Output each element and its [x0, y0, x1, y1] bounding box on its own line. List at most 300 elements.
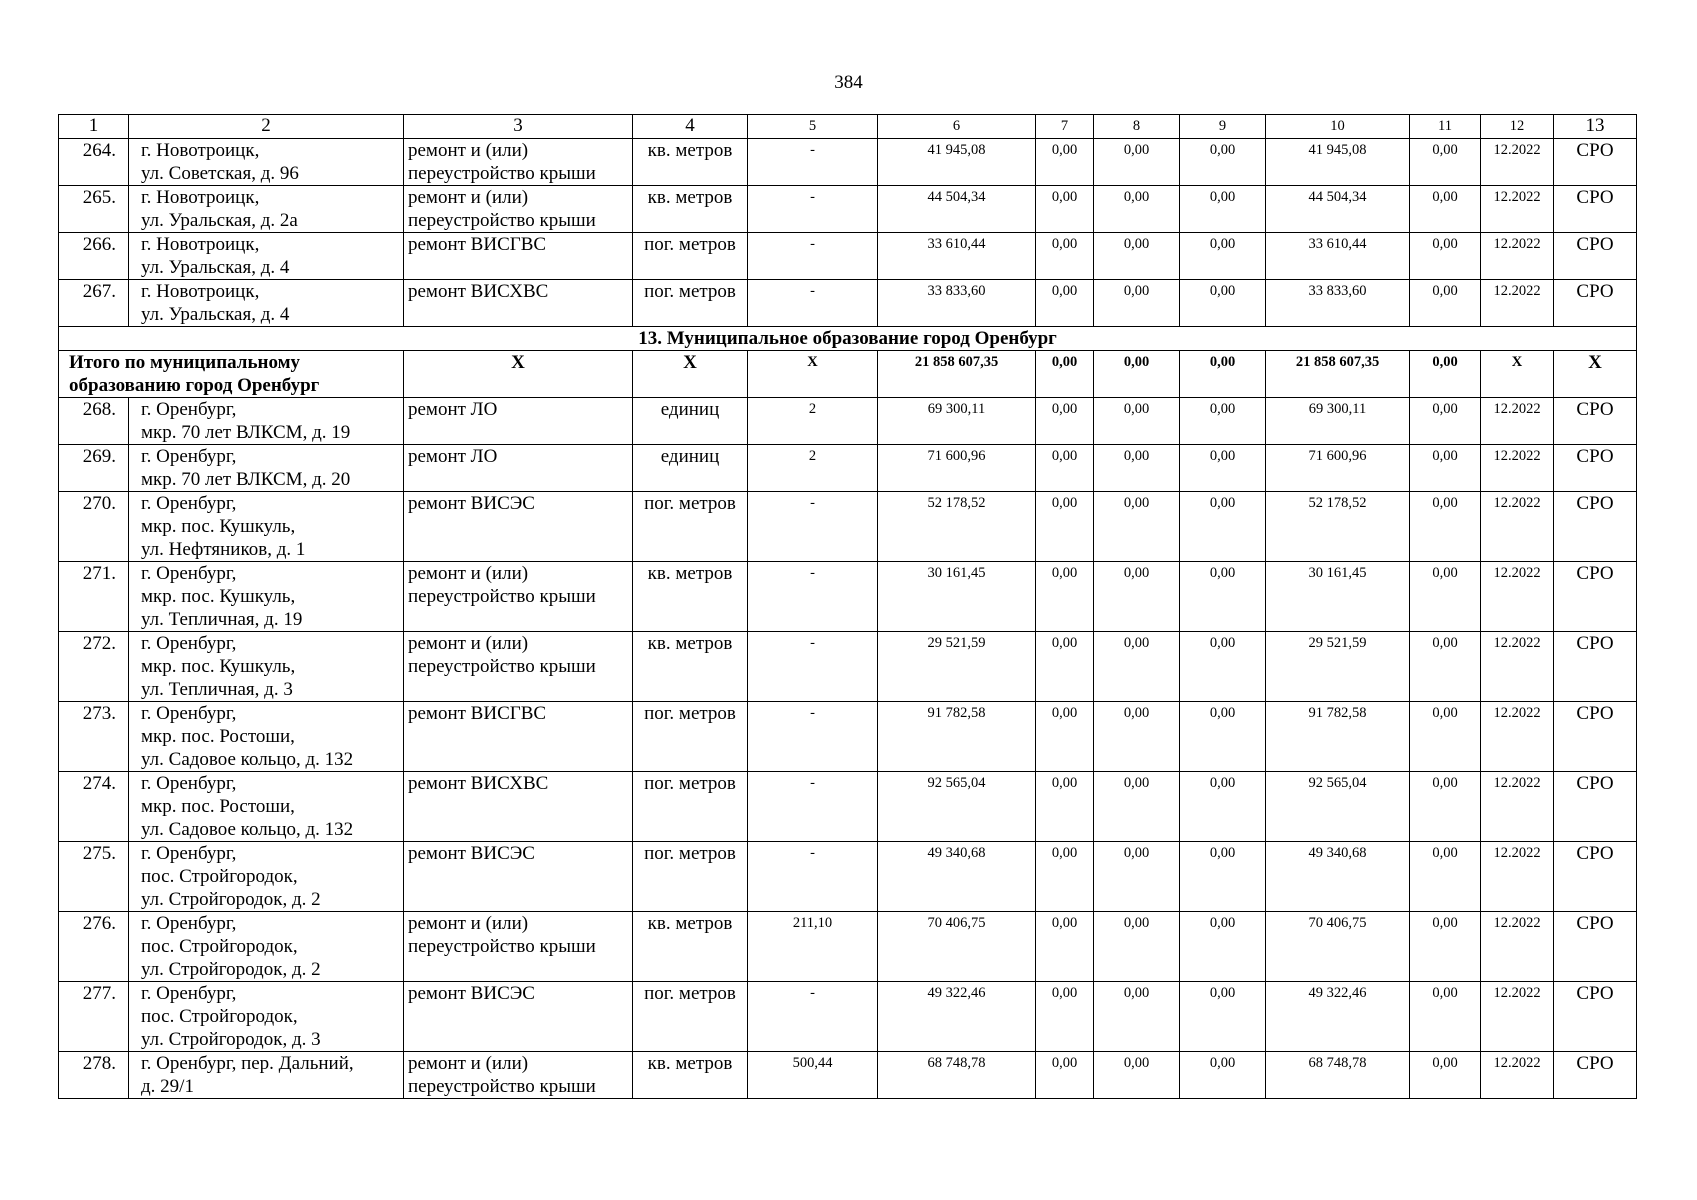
method-cell: СРО: [1554, 842, 1637, 912]
method-cell: СРО: [1554, 445, 1637, 492]
address-line: пос. Стройгородок,: [141, 936, 298, 957]
value-cell-c7: 0,00: [1036, 186, 1094, 233]
value-cell-c11: 0,00: [1410, 186, 1481, 233]
value-cell-c8: 0,00: [1094, 445, 1180, 492]
work-type-cell: [404, 842, 633, 912]
quantity-cell: 2: [748, 398, 878, 445]
address-cell: [129, 398, 404, 445]
work-type-line: ремонт и (или): [408, 140, 529, 161]
value-cell-c11: 0,00: [1410, 912, 1481, 982]
column-number-6: 6: [878, 115, 1036, 139]
value-cell-c12: 12.2022: [1481, 632, 1554, 702]
value-cell-c8: 0,00: [1094, 139, 1180, 186]
work-type-line: ремонт ВИСХВС: [408, 281, 549, 302]
column-number-10: 10: [1266, 115, 1410, 139]
total-cost-cell: 52 178,52: [878, 492, 1036, 562]
total-cost-cell: 41 945,08: [878, 139, 1036, 186]
address-line: пос. Стройгородок,: [141, 866, 298, 887]
address-line: г. Оренбург,: [141, 703, 237, 724]
column-number-1: 1: [59, 115, 129, 139]
value-cell-c12: 12.2022: [1481, 398, 1554, 445]
method-cell: СРО: [1554, 772, 1637, 842]
section-title: 13. Муниципальное образование город Оренбург: [59, 327, 1637, 351]
total-row: [59, 351, 1637, 398]
unit-cell: кв. метров: [633, 632, 748, 702]
table-row: [59, 186, 1637, 233]
column-number-11: 11: [1410, 115, 1481, 139]
total-cost-cell: 33 610,44: [878, 233, 1036, 280]
total-c13: X: [1554, 351, 1637, 398]
table-row: [59, 1052, 1637, 1099]
value-cell-c7: 0,00: [1036, 139, 1094, 186]
row-number: 267.: [59, 280, 129, 327]
address-line: г. Оренбург, пер. Дальний,: [141, 1053, 354, 1074]
table-row: [59, 842, 1637, 912]
address-cell: [129, 186, 404, 233]
value-cell-c11: 0,00: [1410, 445, 1481, 492]
address-line: г. Оренбург,: [141, 843, 237, 864]
address-line: д. 29/1: [141, 1076, 194, 1097]
row-number: 272.: [59, 632, 129, 702]
address-line: ул. Садовое кольцо, д. 132: [141, 749, 354, 770]
value-cell-c10: 71 600,96: [1266, 445, 1410, 492]
row-number: 271.: [59, 562, 129, 632]
value-cell-c9: 0,00: [1180, 445, 1266, 492]
quantity-cell: -: [748, 842, 878, 912]
address-line: ул. Нефтяников, д. 1: [141, 539, 306, 560]
value-cell-c11: 0,00: [1410, 139, 1481, 186]
unit-cell: пог. метров: [633, 842, 748, 912]
row-number: 275.: [59, 842, 129, 912]
value-cell-c9: 0,00: [1180, 186, 1266, 233]
total-c5: X: [748, 351, 878, 398]
value-cell-c11: 0,00: [1410, 562, 1481, 632]
work-type-line: ремонт ВИСЭС: [408, 983, 535, 1004]
address-cell: [129, 912, 404, 982]
method-cell: СРО: [1554, 562, 1637, 632]
quantity-cell: -: [748, 772, 878, 842]
value-cell-c8: 0,00: [1094, 702, 1180, 772]
total-cost-cell: 69 300,11: [878, 398, 1036, 445]
work-type-line: ремонт и (или): [408, 187, 529, 208]
value-cell-c9: 0,00: [1180, 139, 1266, 186]
unit-cell: пог. метров: [633, 702, 748, 772]
work-type-line: ремонт ВИСЭС: [408, 493, 535, 514]
unit-cell: пог. метров: [633, 280, 748, 327]
row-number: 265.: [59, 186, 129, 233]
unit-cell: пог. метров: [633, 772, 748, 842]
method-cell: СРО: [1554, 982, 1637, 1052]
work-type-line: переустройство крыши: [408, 586, 596, 607]
quantity-cell: -: [748, 632, 878, 702]
quantity-cell: -: [748, 562, 878, 632]
work-type-line: ремонт и (или): [408, 1053, 529, 1074]
work-type-line: ремонт ВИСГВС: [408, 703, 547, 724]
row-number: 266.: [59, 233, 129, 280]
address-line: г. Оренбург,: [141, 633, 237, 654]
address-line: ул. Уральская, д. 2а: [141, 210, 298, 231]
value-cell-c8: 0,00: [1094, 912, 1180, 982]
column-number-3: 3: [404, 115, 633, 139]
unit-cell: кв. метров: [633, 1052, 748, 1099]
work-type-cell: [404, 912, 633, 982]
unit-cell: кв. метров: [633, 186, 748, 233]
value-cell-c7: 0,00: [1036, 772, 1094, 842]
value-cell-c7: 0,00: [1036, 445, 1094, 492]
total-cost-cell: 71 600,96: [878, 445, 1036, 492]
address-cell: [129, 842, 404, 912]
address-cell: [129, 1052, 404, 1099]
address-cell: [129, 562, 404, 632]
table-row: [59, 562, 1637, 632]
row-number: 277.: [59, 982, 129, 1052]
table-row: [59, 772, 1637, 842]
value-cell-c12: 12.2022: [1481, 233, 1554, 280]
value-cell-c9: 0,00: [1180, 280, 1266, 327]
total-c10: 21 858 607,35: [1266, 351, 1410, 398]
value-cell-c11: 0,00: [1410, 632, 1481, 702]
value-cell-c10: 49 340,68: [1266, 842, 1410, 912]
address-line: г. Оренбург,: [141, 446, 237, 467]
work-type-cell: [404, 632, 633, 702]
column-number-13: 13: [1554, 115, 1637, 139]
value-cell-c10: 44 504,34: [1266, 186, 1410, 233]
work-type-cell: [404, 772, 633, 842]
value-cell-c12: 12.2022: [1481, 492, 1554, 562]
unit-cell: единиц: [633, 398, 748, 445]
value-cell-c9: 0,00: [1180, 772, 1266, 842]
value-cell-c12: 12.2022: [1481, 702, 1554, 772]
value-cell-c12: 12.2022: [1481, 280, 1554, 327]
address-cell: [129, 139, 404, 186]
address-line: г. Оренбург,: [141, 913, 237, 934]
total-cost-cell: 49 322,46: [878, 982, 1036, 1052]
work-type-cell: [404, 982, 633, 1052]
address-cell: [129, 772, 404, 842]
value-cell-c8: 0,00: [1094, 982, 1180, 1052]
quantity-cell: 211,10: [748, 912, 878, 982]
address-line: мкр. пос. Кушкуль,: [141, 516, 296, 537]
method-cell: СРО: [1554, 912, 1637, 982]
total-c6: 21 858 607,35: [878, 351, 1036, 398]
address-cell: [129, 280, 404, 327]
work-type-cell: [404, 1052, 633, 1099]
work-type-line: переустройство крыши: [408, 936, 596, 957]
method-cell: СРО: [1554, 139, 1637, 186]
value-cell-c10: 33 833,60: [1266, 280, 1410, 327]
total-c11: 0,00: [1410, 351, 1481, 398]
page-number: 384: [834, 72, 863, 93]
value-cell-c7: 0,00: [1036, 280, 1094, 327]
method-cell: СРО: [1554, 492, 1637, 562]
row-number: 268.: [59, 398, 129, 445]
column-number-8: 8: [1094, 115, 1180, 139]
work-type-cell: [404, 445, 633, 492]
value-cell-c7: 0,00: [1036, 912, 1094, 982]
row-number: 278.: [59, 1052, 129, 1099]
value-cell-c9: 0,00: [1180, 632, 1266, 702]
work-type-line: переустройство крыши: [408, 163, 596, 184]
address-line: г. Новотроицк,: [141, 281, 260, 302]
unit-cell: пог. метров: [633, 492, 748, 562]
value-cell-c7: 0,00: [1036, 632, 1094, 702]
method-cell: СРО: [1554, 280, 1637, 327]
address-line: г. Новотроицк,: [141, 187, 260, 208]
address-line: мкр. пос. Ростоши,: [141, 796, 295, 817]
work-type-line: ремонт ВИСГВС: [408, 234, 547, 255]
total-cost-cell: 30 161,45: [878, 562, 1036, 632]
column-number-5: 5: [748, 115, 878, 139]
value-cell-c10: 52 178,52: [1266, 492, 1410, 562]
value-cell-c10: 41 945,08: [1266, 139, 1410, 186]
section-row: [59, 327, 1637, 351]
total-c3: X: [404, 351, 633, 398]
address-line: мкр. пос. Кушкуль,: [141, 656, 296, 677]
table-row: [59, 280, 1637, 327]
method-cell: СРО: [1554, 398, 1637, 445]
address-line: г. Оренбург,: [141, 983, 237, 1004]
table-row: [59, 445, 1637, 492]
table-row: [59, 492, 1637, 562]
unit-cell: пог. метров: [633, 233, 748, 280]
value-cell-c9: 0,00: [1180, 842, 1266, 912]
value-cell-c10: 92 565,04: [1266, 772, 1410, 842]
address-line: ул. Стройгородок, д. 3: [141, 1029, 321, 1050]
total-cost-cell: 70 406,75: [878, 912, 1036, 982]
row-number: 264.: [59, 139, 129, 186]
address-line: г. Оренбург,: [141, 493, 237, 514]
value-cell-c8: 0,00: [1094, 632, 1180, 702]
table-row: [59, 233, 1637, 280]
total-c9: 0,00: [1180, 351, 1266, 398]
column-number-row: [59, 115, 1637, 139]
quantity-cell: 2: [748, 445, 878, 492]
address-line: ул. Советская, д. 96: [141, 163, 299, 184]
value-cell-c8: 0,00: [1094, 280, 1180, 327]
value-cell-c8: 0,00: [1094, 842, 1180, 912]
address-line: ул. Стройгородок, д. 2: [141, 959, 321, 980]
address-line: ул. Садовое кольцо, д. 132: [141, 819, 354, 840]
address-cell: [129, 702, 404, 772]
unit-cell: кв. метров: [633, 912, 748, 982]
address-cell: [129, 632, 404, 702]
value-cell-c9: 0,00: [1180, 982, 1266, 1052]
value-cell-c12: 12.2022: [1481, 139, 1554, 186]
value-cell-c7: 0,00: [1036, 702, 1094, 772]
unit-cell: кв. метров: [633, 139, 748, 186]
value-cell-c10: 68 748,78: [1266, 1052, 1410, 1099]
method-cell: СРО: [1554, 702, 1637, 772]
value-cell-c12: 12.2022: [1481, 186, 1554, 233]
value-cell-c7: 0,00: [1036, 233, 1094, 280]
work-type-line: переустройство крыши: [408, 210, 596, 231]
total-c8: 0,00: [1094, 351, 1180, 398]
value-cell-c11: 0,00: [1410, 842, 1481, 912]
value-cell-c11: 0,00: [1410, 280, 1481, 327]
address-cell: [129, 982, 404, 1052]
work-type-line: ремонт ВИСХВС: [408, 773, 549, 794]
address-line: ул. Уральская, д. 4: [141, 257, 290, 278]
address-line: ул. Стройгородок, д. 2: [141, 889, 321, 910]
work-type-cell: [404, 398, 633, 445]
work-type-line: переустройство крыши: [408, 656, 596, 677]
row-number: 274.: [59, 772, 129, 842]
method-cell: СРО: [1554, 1052, 1637, 1099]
table-row: [59, 912, 1637, 982]
value-cell-c8: 0,00: [1094, 1052, 1180, 1099]
address-line: ул. Уральская, д. 4: [141, 304, 290, 325]
value-cell-c7: 0,00: [1036, 562, 1094, 632]
row-number: 270.: [59, 492, 129, 562]
address-line: ул. Тепличная, д. 3: [141, 679, 293, 700]
work-type-cell: [404, 492, 633, 562]
address-line: г. Новотроицк,: [141, 140, 260, 161]
table-row: [59, 702, 1637, 772]
work-type-line: переустройство крыши: [408, 1076, 596, 1097]
quantity-cell: -: [748, 280, 878, 327]
total-cost-cell: 92 565,04: [878, 772, 1036, 842]
work-type-cell: [404, 280, 633, 327]
value-cell-c10: 30 161,45: [1266, 562, 1410, 632]
total-c7: 0,00: [1036, 351, 1094, 398]
quantity-cell: -: [748, 492, 878, 562]
address-cell: [129, 233, 404, 280]
value-cell-c10: 49 322,46: [1266, 982, 1410, 1052]
work-type-cell: [404, 702, 633, 772]
value-cell-c11: 0,00: [1410, 702, 1481, 772]
column-number-7: 7: [1036, 115, 1094, 139]
value-cell-c9: 0,00: [1180, 562, 1266, 632]
value-cell-c11: 0,00: [1410, 982, 1481, 1052]
column-number-9: 9: [1180, 115, 1266, 139]
column-number-4: 4: [633, 115, 748, 139]
unit-cell: кв. метров: [633, 562, 748, 632]
value-cell-c11: 0,00: [1410, 1052, 1481, 1099]
value-cell-c11: 0,00: [1410, 233, 1481, 280]
value-cell-c10: 29 521,59: [1266, 632, 1410, 702]
work-type-line: ремонт ВИСЭС: [408, 843, 535, 864]
value-cell-c12: 12.2022: [1481, 445, 1554, 492]
value-cell-c7: 0,00: [1036, 842, 1094, 912]
work-type-line: ремонт и (или): [408, 563, 529, 584]
value-cell-c9: 0,00: [1180, 492, 1266, 562]
value-cell-c8: 0,00: [1094, 492, 1180, 562]
address-line: мкр. 70 лет ВЛКСМ, д. 20: [141, 469, 351, 490]
value-cell-c12: 12.2022: [1481, 772, 1554, 842]
value-cell-c11: 0,00: [1410, 772, 1481, 842]
total-cost-cell: 68 748,78: [878, 1052, 1036, 1099]
address-line: мкр. 70 лет ВЛКСМ, д. 19: [141, 422, 351, 443]
address-line: мкр. пос. Ростоши,: [141, 726, 295, 747]
work-type-cell: [404, 139, 633, 186]
value-cell-c11: 0,00: [1410, 398, 1481, 445]
value-cell-c8: 0,00: [1094, 772, 1180, 842]
work-type-cell: [404, 186, 633, 233]
address-line: г. Оренбург,: [141, 563, 237, 584]
table-row: [59, 982, 1637, 1052]
repair-program-table: [58, 114, 1637, 1099]
value-cell-c9: 0,00: [1180, 912, 1266, 982]
total-cost-cell: 91 782,58: [878, 702, 1036, 772]
value-cell-c9: 0,00: [1180, 702, 1266, 772]
value-cell-c10: 33 610,44: [1266, 233, 1410, 280]
value-cell-c11: 0,00: [1410, 492, 1481, 562]
quantity-cell: -: [748, 186, 878, 233]
work-type-line: ремонт и (или): [408, 633, 529, 654]
quantity-cell: -: [748, 233, 878, 280]
total-c4: X: [633, 351, 748, 398]
address-cell: [129, 492, 404, 562]
value-cell-c8: 0,00: [1094, 233, 1180, 280]
total-cost-cell: 33 833,60: [878, 280, 1036, 327]
value-cell-c9: 0,00: [1180, 398, 1266, 445]
value-cell-c12: 12.2022: [1481, 562, 1554, 632]
work-type-line: ремонт ЛО: [408, 399, 498, 420]
address-line: пос. Стройгородок,: [141, 1006, 298, 1027]
value-cell-c9: 0,00: [1180, 1052, 1266, 1099]
value-cell-c10: 91 782,58: [1266, 702, 1410, 772]
table-body: [59, 115, 1637, 1099]
column-number-2: 2: [129, 115, 404, 139]
table-row: [59, 632, 1637, 702]
value-cell-c10: 69 300,11: [1266, 398, 1410, 445]
quantity-cell: -: [748, 702, 878, 772]
value-cell-c7: 0,00: [1036, 492, 1094, 562]
work-type-cell: [404, 233, 633, 280]
unit-cell: пог. метров: [633, 982, 748, 1052]
work-type-cell: [404, 562, 633, 632]
total-label: Итого по муниципальному образованию город Оренбург: [59, 351, 404, 398]
address-line: г. Оренбург,: [141, 773, 237, 794]
value-cell-c10: 70 406,75: [1266, 912, 1410, 982]
value-cell-c12: 12.2022: [1481, 842, 1554, 912]
unit-cell: единиц: [633, 445, 748, 492]
row-number: 269.: [59, 445, 129, 492]
row-number: 273.: [59, 702, 129, 772]
total-cost-cell: 49 340,68: [878, 842, 1036, 912]
value-cell-c7: 0,00: [1036, 982, 1094, 1052]
value-cell-c12: 12.2022: [1481, 912, 1554, 982]
total-cost-cell: 29 521,59: [878, 632, 1036, 702]
quantity-cell: -: [748, 982, 878, 1052]
table-row: [59, 139, 1637, 186]
method-cell: СРО: [1554, 632, 1637, 702]
value-cell-c8: 0,00: [1094, 186, 1180, 233]
table-row: [59, 398, 1637, 445]
work-type-line: ремонт и (или): [408, 913, 529, 934]
address-cell: [129, 445, 404, 492]
address-line: г. Новотроицк,: [141, 234, 260, 255]
value-cell-c7: 0,00: [1036, 1052, 1094, 1099]
value-cell-c8: 0,00: [1094, 398, 1180, 445]
work-type-line: ремонт ЛО: [408, 446, 498, 467]
method-cell: СРО: [1554, 233, 1637, 280]
row-number: 276.: [59, 912, 129, 982]
address-line: ул. Тепличная, д. 19: [141, 609, 303, 630]
value-cell-c7: 0,00: [1036, 398, 1094, 445]
address-line: г. Оренбург,: [141, 399, 237, 420]
value-cell-c9: 0,00: [1180, 233, 1266, 280]
value-cell-c8: 0,00: [1094, 562, 1180, 632]
value-cell-c12: 12.2022: [1481, 982, 1554, 1052]
column-number-12: 12: [1481, 115, 1554, 139]
quantity-cell: -: [748, 139, 878, 186]
method-cell: СРО: [1554, 186, 1637, 233]
quantity-cell: 500,44: [748, 1052, 878, 1099]
total-cost-cell: 44 504,34: [878, 186, 1036, 233]
value-cell-c12: 12.2022: [1481, 1052, 1554, 1099]
total-c12: X: [1481, 351, 1554, 398]
